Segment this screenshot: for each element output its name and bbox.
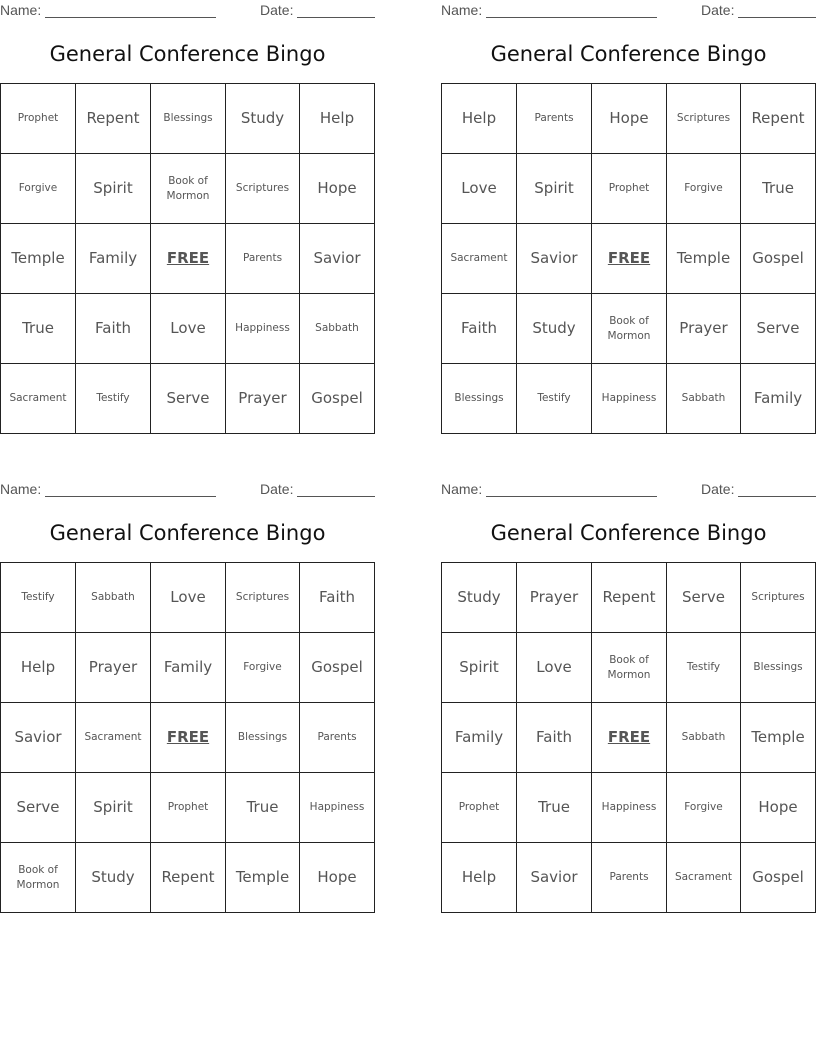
bingo-cell: Family bbox=[151, 633, 226, 703]
bingo-cell: Family bbox=[76, 224, 151, 294]
bingo-cell: Repent bbox=[741, 84, 816, 154]
bingo-cell: Forgive bbox=[226, 633, 300, 703]
bingo-cell: Forgive bbox=[1, 154, 76, 224]
bingo-cell: Testify bbox=[667, 633, 741, 703]
bingo-cell: Savior bbox=[1, 703, 76, 773]
bingo-cell: Testify bbox=[1, 563, 76, 633]
bingo-cell: Repent bbox=[592, 563, 667, 633]
bingo-cell: Testify bbox=[76, 364, 151, 434]
bingo-cell: Prayer bbox=[517, 563, 592, 633]
bingo-cell: Study bbox=[76, 843, 151, 913]
bingo-cell: Sacrament bbox=[1, 364, 76, 434]
bingo-cell: Prophet bbox=[592, 154, 667, 224]
bingo-cell: Blessings bbox=[151, 84, 226, 154]
bingo-card bbox=[441, 0, 816, 434]
bingo-cell: Faith bbox=[442, 294, 517, 364]
date-blank-line bbox=[297, 17, 375, 18]
bingo-cell: Sacrament bbox=[667, 843, 741, 913]
bingo-cell: Love bbox=[151, 563, 226, 633]
bingo-card bbox=[0, 479, 375, 913]
bingo-cell: Scriptures bbox=[226, 154, 300, 224]
free-space-cell: FREE bbox=[592, 703, 667, 773]
bingo-cell: Parents bbox=[592, 843, 667, 913]
bingo-cell: Study bbox=[226, 84, 300, 154]
bingo-cell: Happiness bbox=[592, 773, 667, 843]
name-label: Name: bbox=[441, 481, 483, 497]
date-label: Date: bbox=[701, 481, 735, 497]
bingo-cell: Savior bbox=[517, 843, 592, 913]
date-label: Date: bbox=[701, 2, 735, 18]
bingo-cell: Book of Mormon bbox=[592, 633, 667, 703]
bingo-cell: Hope bbox=[592, 84, 667, 154]
bingo-cell: Book of Mormon bbox=[151, 154, 226, 224]
free-space-cell: FREE bbox=[151, 224, 226, 294]
bingo-cell: Sabbath bbox=[300, 294, 375, 364]
card-title: General Conference Bingo bbox=[490, 521, 767, 545]
bingo-card bbox=[0, 0, 375, 434]
bingo-cell: Help bbox=[300, 84, 375, 154]
bingo-cell: Blessings bbox=[226, 703, 300, 773]
bingo-cell: Happiness bbox=[300, 773, 375, 843]
bingo-cell: True bbox=[1, 294, 76, 364]
date-label: Date: bbox=[260, 2, 294, 18]
bingo-cell: Savior bbox=[517, 224, 592, 294]
name-date-row bbox=[0, 481, 375, 499]
bingo-cell: Faith bbox=[300, 563, 375, 633]
bingo-cell: Testify bbox=[517, 364, 592, 434]
bingo-cell: Temple bbox=[667, 224, 741, 294]
bingo-cell: Serve bbox=[741, 294, 816, 364]
bingo-cell: Forgive bbox=[667, 154, 741, 224]
bingo-cell: Gospel bbox=[741, 843, 816, 913]
bingo-cell: Love bbox=[442, 154, 517, 224]
date-blank-line bbox=[297, 496, 375, 497]
bingo-cell: Blessings bbox=[442, 364, 517, 434]
bingo-cell: Book of Mormon bbox=[592, 294, 667, 364]
bingo-cell: Sabbath bbox=[667, 364, 741, 434]
bingo-cell: Faith bbox=[76, 294, 151, 364]
bingo-cell: Happiness bbox=[226, 294, 300, 364]
bingo-cell: Scriptures bbox=[667, 84, 741, 154]
name-blank-line bbox=[486, 17, 657, 18]
name-blank-line bbox=[45, 496, 216, 497]
bingo-cell: Serve bbox=[151, 364, 226, 434]
bingo-cell: Help bbox=[1, 633, 76, 703]
bingo-grid bbox=[0, 562, 375, 913]
bingo-cell: True bbox=[741, 154, 816, 224]
bingo-cell: Parents bbox=[226, 224, 300, 294]
bingo-cell: Prophet bbox=[151, 773, 226, 843]
bingo-cell: Sabbath bbox=[667, 703, 741, 773]
bingo-cell: Gospel bbox=[741, 224, 816, 294]
card-title: General Conference Bingo bbox=[49, 42, 326, 66]
card-title: General Conference Bingo bbox=[49, 521, 326, 545]
bingo-cell: Prayer bbox=[667, 294, 741, 364]
bingo-cell: Sabbath bbox=[76, 563, 151, 633]
bingo-cell: Gospel bbox=[300, 633, 375, 703]
bingo-cell: Blessings bbox=[741, 633, 816, 703]
bingo-cell: Family bbox=[741, 364, 816, 434]
bingo-grid bbox=[441, 83, 816, 434]
name-blank-line bbox=[486, 496, 657, 497]
bingo-cell: Forgive bbox=[667, 773, 741, 843]
bingo-cell: Temple bbox=[1, 224, 76, 294]
bingo-cell: Love bbox=[517, 633, 592, 703]
name-label: Name: bbox=[0, 481, 42, 497]
bingo-cell: Temple bbox=[741, 703, 816, 773]
card-title: General Conference Bingo bbox=[490, 42, 767, 66]
bingo-cell: Temple bbox=[226, 843, 300, 913]
bingo-cell: Repent bbox=[76, 84, 151, 154]
name-date-row bbox=[0, 2, 375, 20]
bingo-cell: Parents bbox=[300, 703, 375, 773]
name-date-row bbox=[441, 2, 816, 20]
bingo-cell: Spirit bbox=[442, 633, 517, 703]
bingo-cell: Help bbox=[442, 843, 517, 913]
name-date-row bbox=[441, 481, 816, 499]
name-label: Name: bbox=[0, 2, 42, 18]
bingo-cell: Serve bbox=[1, 773, 76, 843]
name-blank-line bbox=[45, 17, 216, 18]
date-blank-line bbox=[738, 17, 816, 18]
bingo-cell: Spirit bbox=[76, 154, 151, 224]
bingo-grid bbox=[441, 562, 816, 913]
bingo-cell: Serve bbox=[667, 563, 741, 633]
bingo-cell: Happiness bbox=[592, 364, 667, 434]
bingo-cell: Scriptures bbox=[226, 563, 300, 633]
bingo-cell: Sacrament bbox=[442, 224, 517, 294]
bingo-cell: Hope bbox=[300, 843, 375, 913]
bingo-cell: Repent bbox=[151, 843, 226, 913]
bingo-cell: Spirit bbox=[76, 773, 151, 843]
bingo-card bbox=[441, 479, 816, 913]
bingo-cell: Hope bbox=[741, 773, 816, 843]
bingo-cell: Scriptures bbox=[741, 563, 816, 633]
free-space-cell: FREE bbox=[151, 703, 226, 773]
bingo-cell: Sacrament bbox=[76, 703, 151, 773]
bingo-cell: Spirit bbox=[517, 154, 592, 224]
bingo-cell: True bbox=[517, 773, 592, 843]
bingo-cell: Parents bbox=[517, 84, 592, 154]
bingo-cell: Study bbox=[517, 294, 592, 364]
name-label: Name: bbox=[441, 2, 483, 18]
free-space-cell: FREE bbox=[592, 224, 667, 294]
bingo-cell: Gospel bbox=[300, 364, 375, 434]
bingo-cell: True bbox=[226, 773, 300, 843]
date-label: Date: bbox=[260, 481, 294, 497]
bingo-cell: Family bbox=[442, 703, 517, 773]
bingo-grid bbox=[0, 83, 375, 434]
bingo-cell: Hope bbox=[300, 154, 375, 224]
bingo-cell: Prophet bbox=[1, 84, 76, 154]
bingo-cell: Prayer bbox=[226, 364, 300, 434]
bingo-cell: Faith bbox=[517, 703, 592, 773]
date-blank-line bbox=[738, 496, 816, 497]
bingo-cell: Study bbox=[442, 563, 517, 633]
bingo-cell: Prophet bbox=[442, 773, 517, 843]
bingo-cell: Prayer bbox=[76, 633, 151, 703]
bingo-cell: Love bbox=[151, 294, 226, 364]
bingo-cell: Book of Mormon bbox=[1, 843, 76, 913]
bingo-cell: Savior bbox=[300, 224, 375, 294]
bingo-cell: Help bbox=[442, 84, 517, 154]
